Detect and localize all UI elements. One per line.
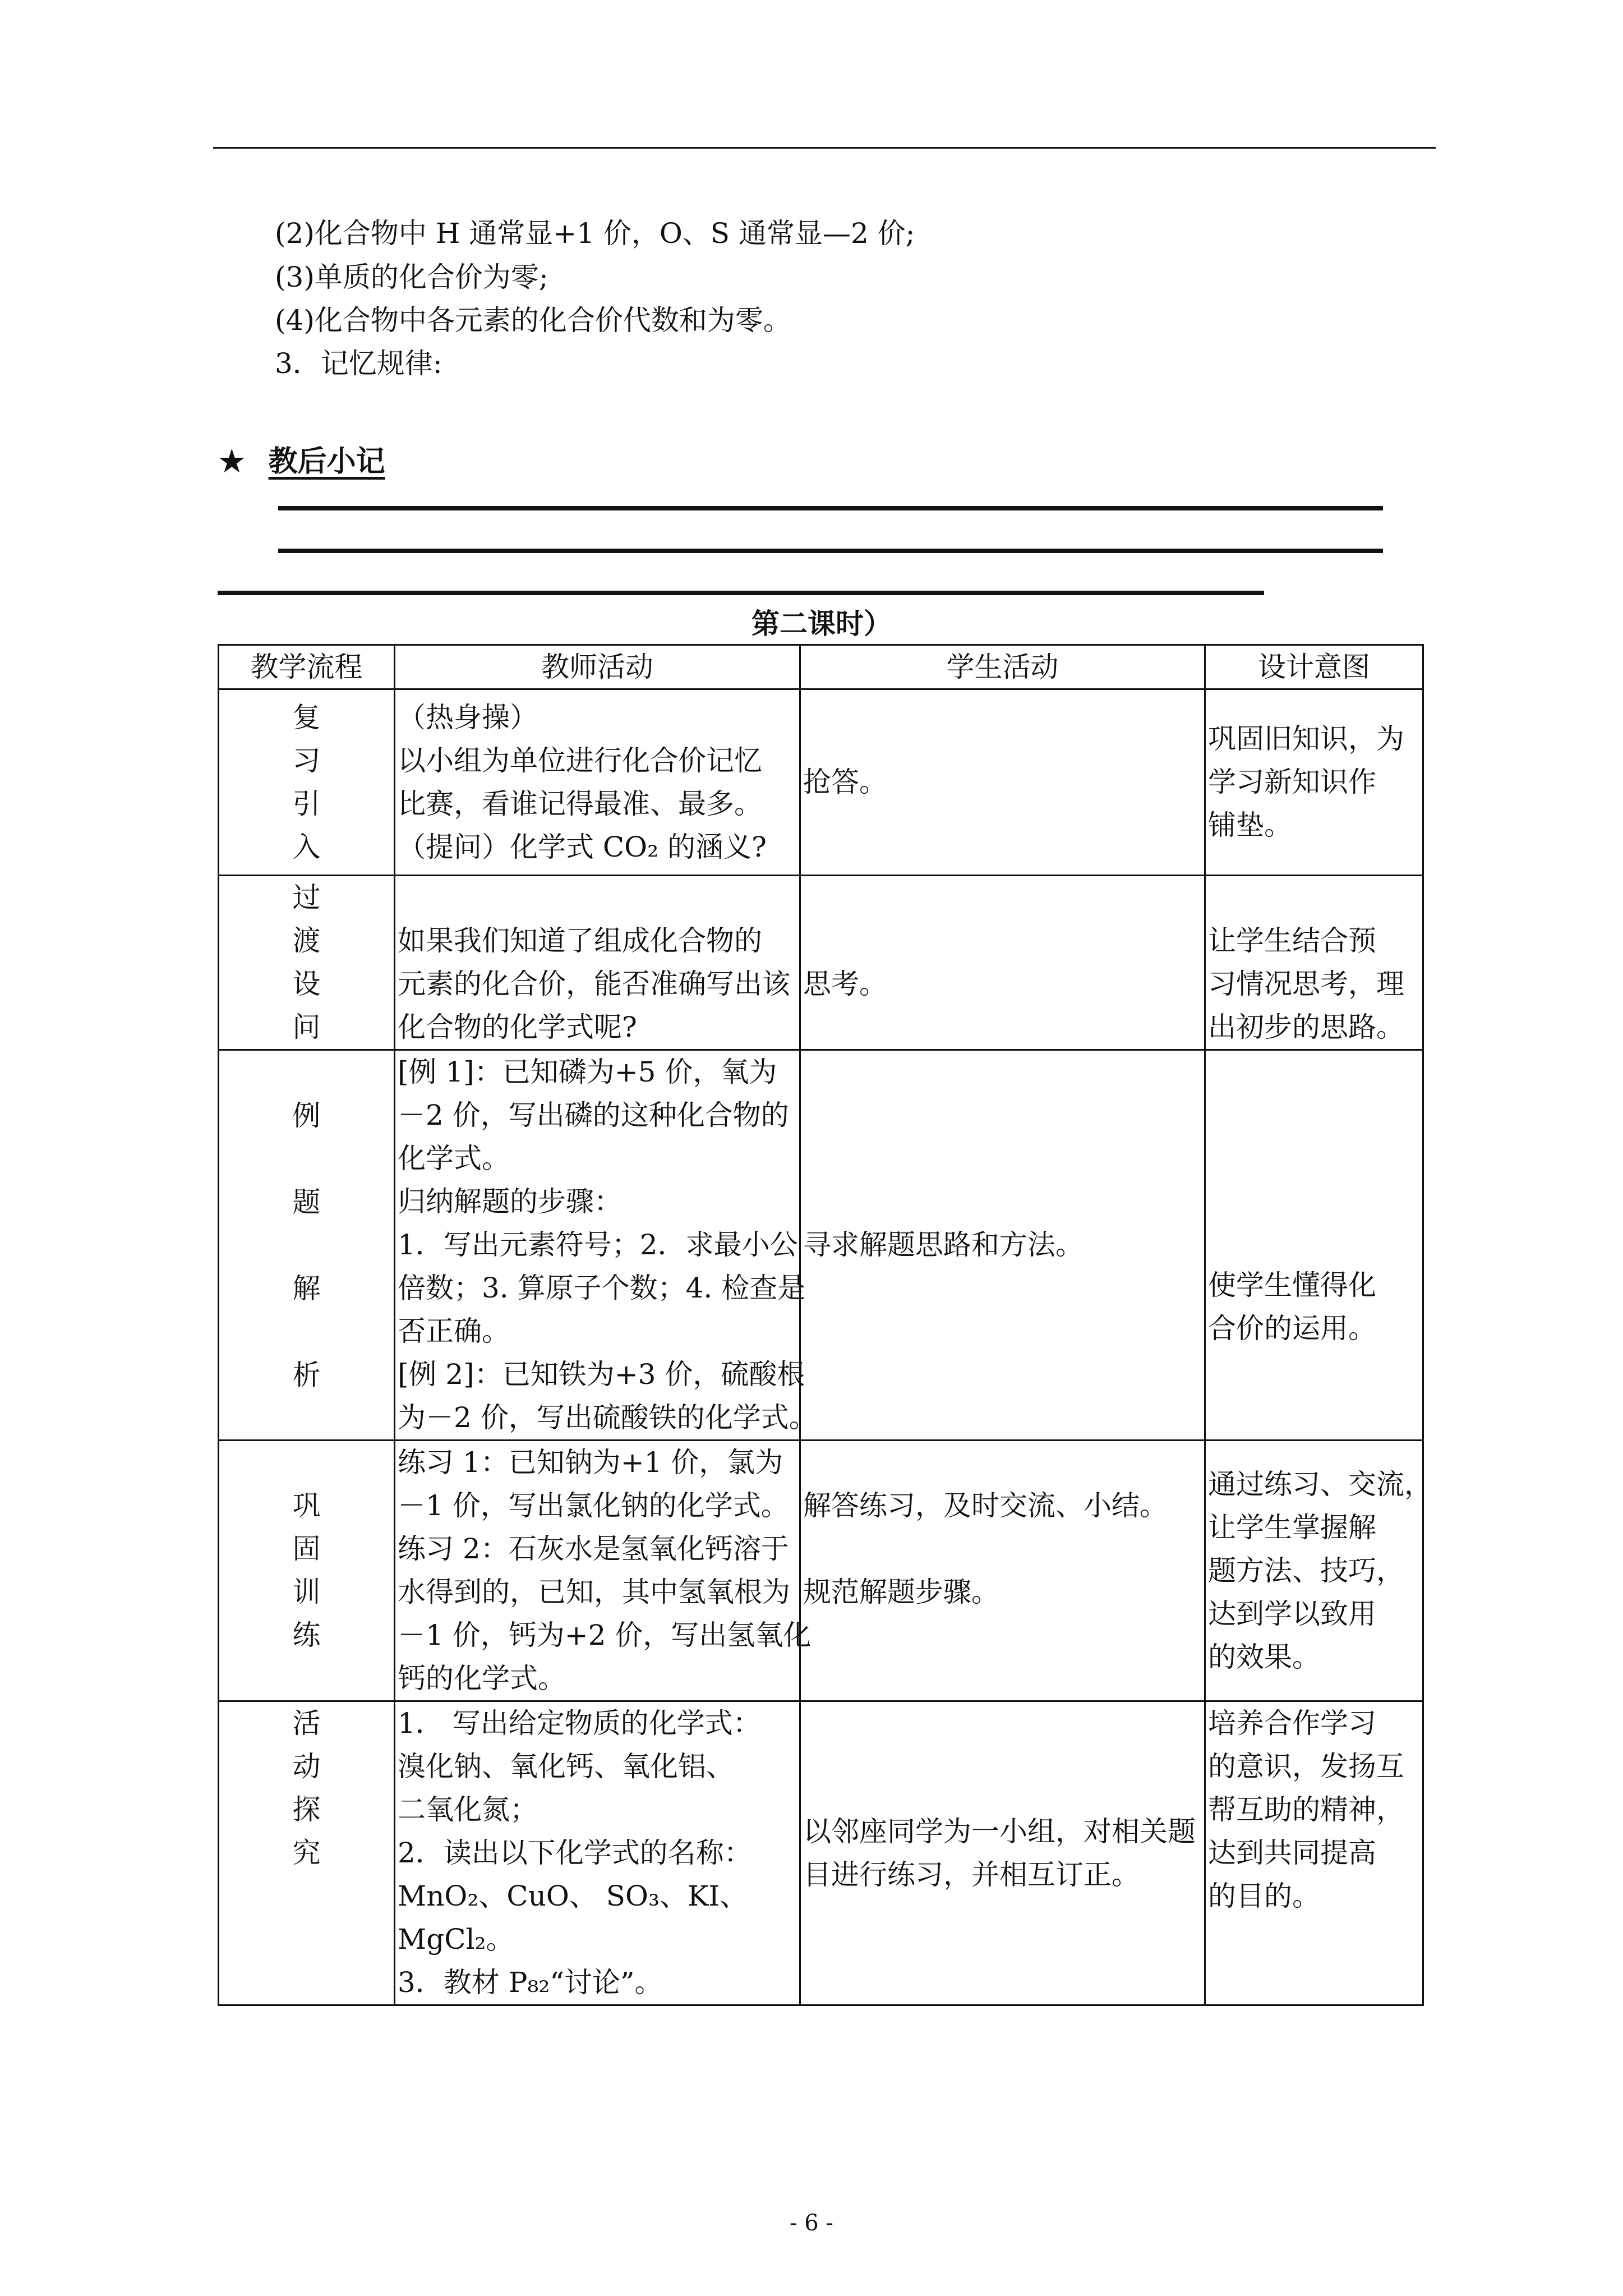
intent-cell: 让学生结合预 习情况思考，理 出初步的思路。 [1205, 876, 1423, 1050]
intent-cell: 培养合作学习 的意识，发扬互 帮互助的精神， 达到共同提高 的目的。 [1205, 1701, 1423, 2005]
table-header-row [219, 645, 1423, 689]
heading-text: 教后小记 [268, 444, 385, 478]
student-cell: 解答练习，及时交流、小结。 规范解题步骤。 [800, 1441, 1205, 1701]
flow-cell: 活 动 探 究 [219, 1701, 395, 2005]
intro-line-1: (2)化合物中 H 通常显+1 价，O、S 通常显—2 价; [275, 217, 915, 250]
table-row [219, 876, 1423, 1050]
teacher-cell: 1． 写出给定物质的化学式： 溴化钠、氧化钙、氧化铝、 二氧化氮； 2．读出以下化学式的名称： MnO₂、CuO、 SO₃、KI、 MgCl₂。 3．教材 P₈₂“讨论”。 [395, 1701, 800, 2005]
flow-cell: 巩 固 训 练 [219, 1441, 395, 1701]
page-number: - 6 - [790, 2210, 833, 2236]
intro-line-2: (3)单质的化合价为零; [275, 261, 548, 293]
header-intent: 设计意图 [1205, 645, 1423, 689]
header-student: 学生活动 [800, 645, 1205, 689]
teacher-cell: 练习 1：已知钠为+1 价，氯为 －1 价，写出氯化钠的化学式。 练习 2：石灰水是氢氧化钙溶于 水得到的，已知，其中氢氧根为 －1 价，钙为+2 价，写出氢氧化 钙的化学式。 [395, 1441, 800, 1701]
table-row [219, 1441, 1423, 1701]
table-row [219, 1050, 1423, 1441]
table-row [219, 689, 1423, 876]
intro-line-3: (4)化合物中各元素的化合价代数和为零。 [275, 304, 791, 337]
teacher-cell: [例 1]：已知磷为+5 价，氧为 －2 价，写出磷的这种化合物的 化学式。 归纳解题的步骤： 1．写出元素符号；2．求最小公 倍数；3. 算原子个数；4. 检查是 否正确。 [例 2]：已知铁为+3 价，硫酸根 为－2 价，写出硫酸铁的化学式。 [395, 1050, 800, 1441]
flow-cell: 过 渡 设 问 [219, 876, 395, 1050]
student-cell: 寻求解题思路和方法。 [800, 1050, 1205, 1441]
lesson-plan-table [218, 644, 1432, 2006]
header-teacher: 教师活动 [395, 645, 800, 689]
intent-cell: 通过练习、交流， 让学生掌握解 题方法、技巧， 达到学以致用 的效果。 [1205, 1441, 1423, 1701]
flow-cell: 复 习 引 入 [219, 689, 395, 876]
intent-cell: 巩固旧知识，为 学习新知识作 铺垫。 [1205, 689, 1423, 876]
star-icon: ★ [219, 444, 245, 478]
section-heading [219, 438, 385, 480]
header-rule [213, 147, 1436, 149]
notes-line [278, 549, 1383, 553]
intro-line-4: 3．记忆规律: [275, 347, 442, 380]
student-cell: 抢答。 [800, 689, 1205, 876]
table-row [219, 1701, 1423, 2005]
teacher-cell: （热身操） 以小组为单位进行化合价记忆 比赛，看谁记得最准、最多。 （提问）化学式 CO₂ 的涵义? [395, 689, 800, 876]
lesson-title: 第二课时） [751, 607, 892, 640]
intent-cell: 使学生懂得化 合价的运用。 [1205, 1050, 1423, 1441]
notes-line [278, 506, 1383, 510]
header-flow: 教学流程 [219, 645, 395, 689]
student-cell: 以邻座同学为一小组，对相关题 目进行练习，并相互订正。 [800, 1701, 1205, 2005]
teacher-cell: 如果我们知道了组成化合物的 元素的化合价，能否准确写出该 化合物的化学式呢? [395, 876, 800, 1050]
student-cell: 思考。 [800, 876, 1205, 1050]
flow-cell: 例 题 解 析 [219, 1050, 395, 1441]
notes-line [218, 591, 1264, 595]
